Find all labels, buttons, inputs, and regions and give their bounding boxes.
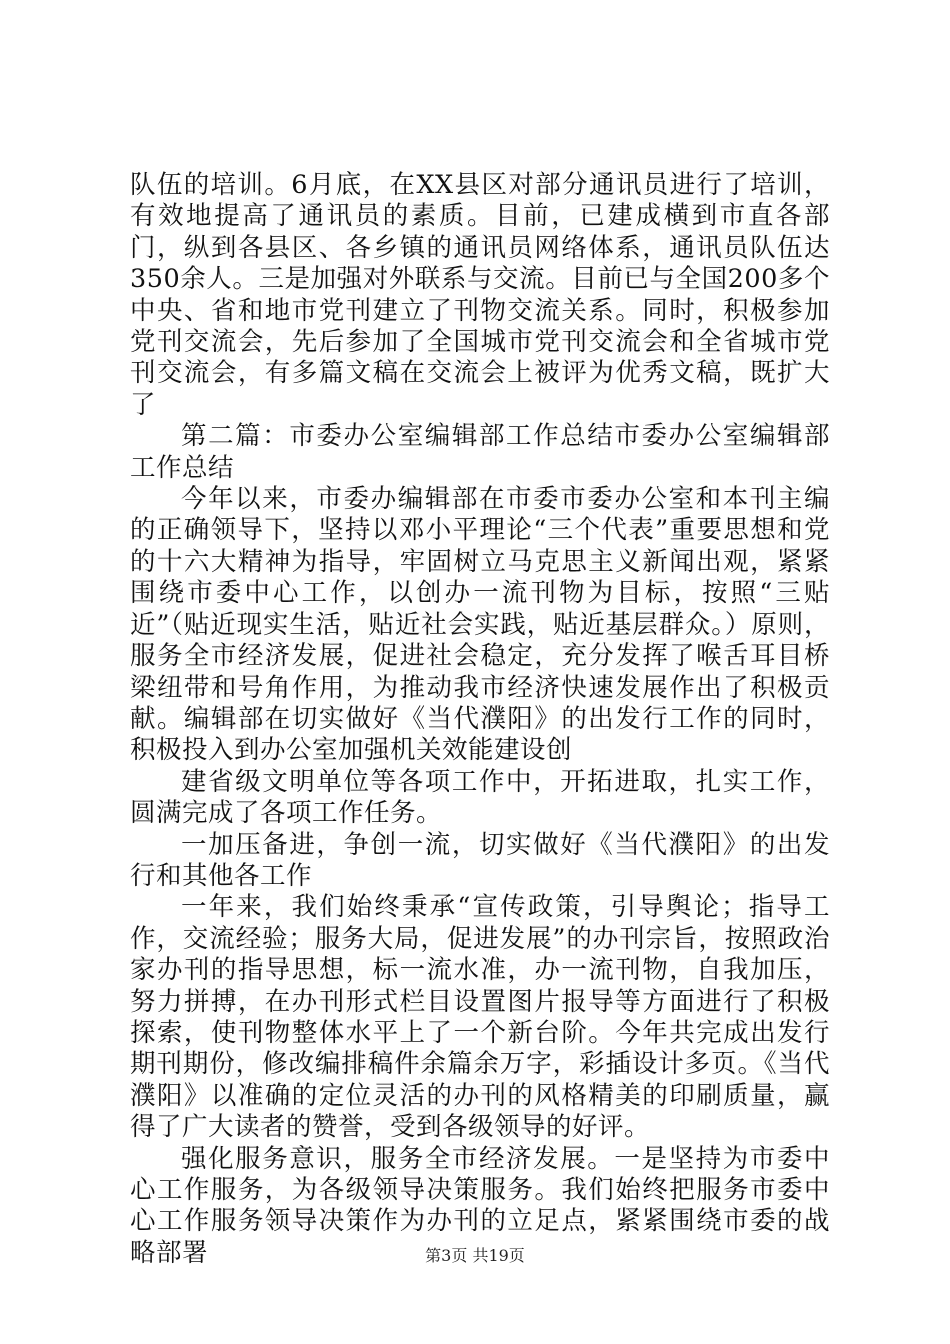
paragraph-intro-continued: 建省级文明单位等各项工作中，开拓进取，扎实工作，圆满完成了各项工作任务。 [130, 766, 830, 829]
paragraph-service: 强化服务意识，服务全市经济发展。一是坚持为市委中心工作服务，为各级领导决策服务。我们始终把服务市委中心工作服务领导决策作为办刊的立足点，紧紧围绕市委的战略部署 [130, 1143, 830, 1268]
paragraph-subheading: 一加压备进，争创一流，切实做好《当代濮阳》的出发行和其他各工作 [130, 829, 830, 891]
paragraph-continuation: 队伍的培训。6月底，在XX县区对部分通讯员进行了培训，有效地提高了通讯员的素质。目前，已建成横到市直各部门，纵到各县区、各乡镇的通讯员网络体系，通讯员队伍达350余人。三是加强对外联系与交流。目前已与全国200多个中央、省和地市党刊建立了刊物交流关系。同时，积极参加党刊交流会，先后参加了全国城市党刊交流会和全省城市党刊交流会，有多篇文稿在交流会上被评为优秀文稿，既扩大了 [130, 170, 830, 420]
paragraph-section-heading: 第二篇：市委办公室编辑部工作总结市委办公室编辑部工作总结 [130, 421, 830, 483]
page-number-footer: 第3页 共19页 [425, 1246, 525, 1265]
document-body [130, 170, 830, 1269]
paragraph-year-review: 一年来，我们始终秉承“宣传政策，引导舆论；指导工作，交流经验；服务大局，促进发展”的办刊宗旨，按照政治家办刊的指导思想，标一流水准，办一流刊物，自我加压，努力拼搏，在办刊形式栏目设置图片报导等方面进行了积极探索，使刊物整体水平上了一个新台阶。今年共完成出发行期刊期份，修改编排稿件余篇余万字，彩插设计多页。《当代濮阳》以准确的定位灵活的办刊的风格精美的印刷质量，赢得了广大读者的赞誉，受到各级领导的好评。 [130, 892, 830, 1143]
paragraph-intro: 今年以来，市委办编辑部在市委市委办公室和本刊主编的正确领导下，坚持以邓小平理论“三个代表”重要思想和党的十六大精神为指导，牢固树立马克思主义新闻出观，紧紧围绕市委中心工作，以创办一流刊物为目标，按照“三贴近”（贴近现实生活，贴近社会实践，贴近基层群众。）原则，服务全市经济发展，促进社会稳定，充分发挥了喉舌耳目桥梁纽带和号角作用，为推动我市经济快速发展作出了积极贡献。编辑部在切实做好《当代濮阳》的出发行工作的同时，积极投入到办公室加强机关效能建设创 [130, 484, 830, 766]
